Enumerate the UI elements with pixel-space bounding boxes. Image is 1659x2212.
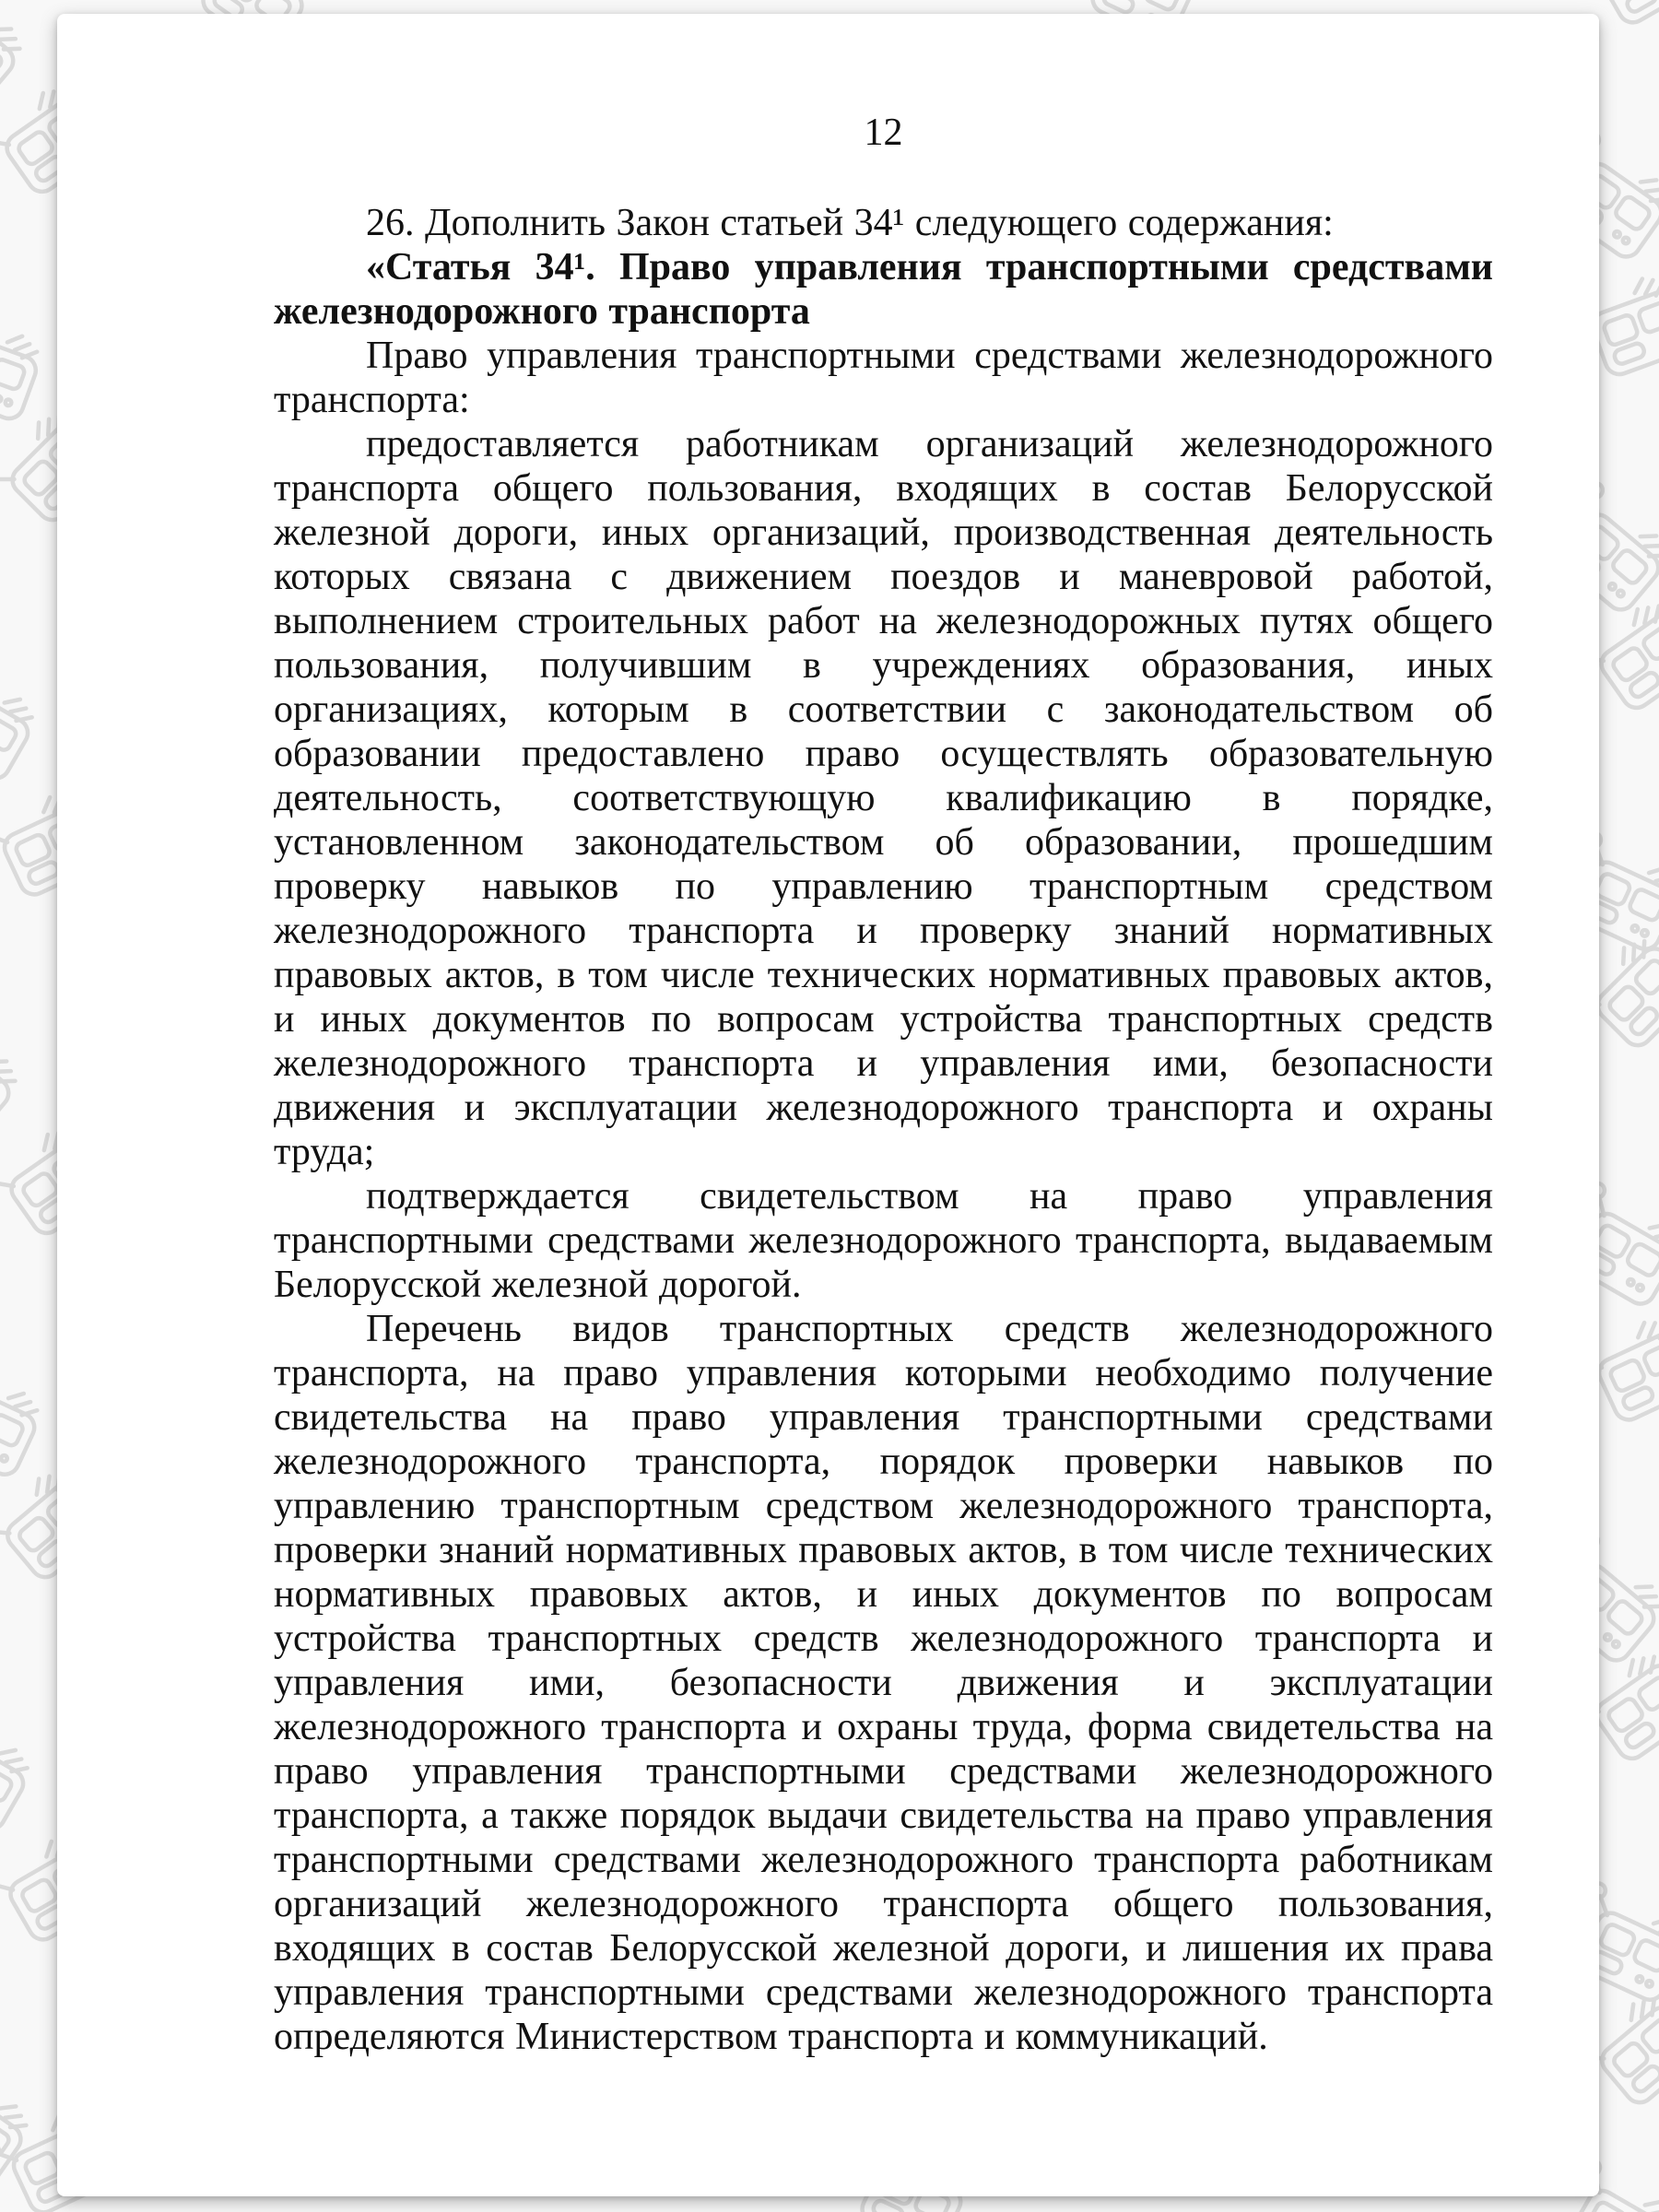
page-number: 12 — [864, 112, 903, 154]
paragraph-granting-conditions: предоставляется работникам организаций железнодорожного транспорта общего пользования, входящих в состав Белорусской железной дороги, иных организаций, производственная деятельность которых связана с движением поездов и маневровой работой, выполнением строительных работ на железнодорожных путях общего пользования, получившим в учреждениях образования, иных организациях, которым в соответствии с законодательством об образовании предоставлено право осуществлять образовательную деятельность, соответствующую квалификацию в порядке, установленном законодательством об образовании, прошедшим проверку навыков по управлению транспортным средством железнодорожного транспорта и проверку знаний нормативных правовых актов, в том числе технических нормативных правовых актов, и иных документов по вопросам устройства транспортных средств железнодорожного транспорта и управления ими, безопасности движения и эксплуатации железнодорожного транспорта и охраны труда; — [274, 423, 1493, 1173]
document-page — [57, 14, 1599, 2196]
paragraph-certificate: подтверждается свидетельством на право управления транспортными средствами железнодорожного транспорта, выдаваемым Белорусской железной дорогой. — [274, 1175, 1493, 1306]
paragraph-amendment-intro: 26. Дополнить Закон статьей 34¹ следующего содержания: — [366, 202, 1334, 244]
paragraph-ministry-determines: Перечень видов транспортных средств железнодорожного транспорта, на право управления которыми необходимо получение свидетельства на право управления транспортными средствами железнодорожного транспорта, порядок проверки навыков по управлению транспортным средством железнодорожного транспорта, проверки знаний нормативных правовых актов, в том числе технических нормативных правовых актов, и иных документов по вопросам устройства транспортных средств железнодорожного транспорта и управления ими, безопасности движения и эксплуатации железнодорожного транспорта и охраны труда, форма свидетельства на право управления транспортными средствами железнодорожного транспорта, а также порядок выдачи свидетельства на право управления транспортными средствами железнодорожного транспорта работникам организаций железнодорожного транспорта общего пользования, входящих в состав Белорусской железной дороги, и лишения их права управления транспортными средствами железнодорожного транспорта определяются Министерством транспорта и коммуникаций. — [274, 1308, 1493, 2058]
paragraph-right-intro: Право управления транспортными средствами железнодорожного транспорта: — [274, 335, 1493, 421]
article-heading: «Статья 34¹. Право управления транспортными средствами железнодорожного транспорта — [274, 246, 1493, 333]
